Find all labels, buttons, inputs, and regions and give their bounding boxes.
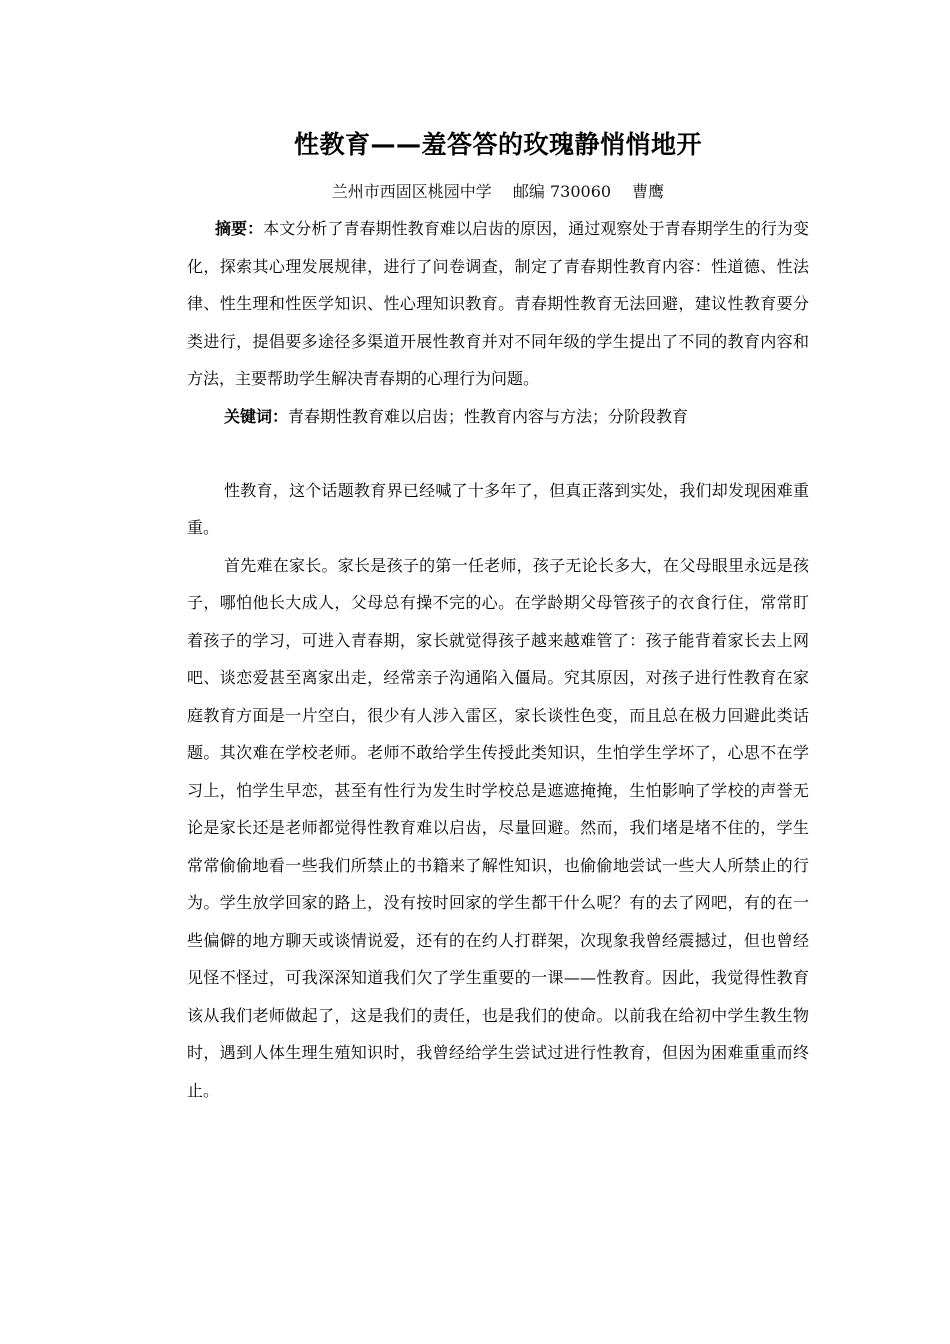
abstract-label: 摘要： [215, 219, 264, 238]
abstract-text: 本文分析了青春期性教育难以启齿的原因，通过观察处于青春期学生的行为变化，探索其心理发展规律，进行了问卷调查，制定了青春期性教育内容：性道德、性法律、性生理和性医学知识、性心理知识教育。青春期性教育无法回避，建议性教育要分类进行，提倡要多途径多渠道开展性教育并对不同年级的学生提出了不同的教育内容和方法，主要帮助学生解决青春期的心理行为问题。 [187, 219, 809, 388]
author-postcode: 邮编 730060 [512, 182, 612, 201]
abstract [187, 210, 809, 398]
author-line [187, 180, 809, 204]
keywords [187, 398, 809, 435]
document-page [187, 128, 809, 1109]
keywords-label: 关键词： [224, 406, 289, 426]
document-title: 性教育——羞答答的玫瑰静悄悄地开 [293, 130, 702, 159]
body-paragraph-2: 首先难在家长。家长是孩子的第一任老师，孩子无论长多大，在父母眼里永远是孩子，哪怕他长大成人，父母总有操不完的心。在学龄期父母管孩子的衣食行住，常常盯着孩子的学习，可进入青春期，家长就觉得孩子越来越难管了：孩子能背着家长去上网吧、谈恋爱甚至离家出走，经常亲子沟通陷入僵局。究其原因，对孩子进行性教育在家庭教育方面是一片空白，很少有人涉入雷区，家长谈性色变，而且总在极力回避此类话题。其次难在学校老师。老师不敢给学生传授此类知识，生怕学生学坏了，心思不在学习上，怕学生早恋，甚至有性行为发生时学校总是遮遮掩掩，生怕影响了学校的声誉无论是家长还是老师都觉得性教育难以启齿，尽量回避。然而，我们堵是堵不住的，学生常常偷偷地看一些我们所禁止的书籍来了解性知识，也偷偷地尝试一些大人所禁止的行为。学生放学回家的路上，没有按时回家的学生都干什么呢？有的去了网吧，有的在一些偏僻的地方聊天或谈情说爱，还有的在约人打群架，次现象我曾经震撼过，但也曾经见怪不怪过，可我深深知道我们欠了学生重要的一课——性教育。因此，我觉得性教育该从我们老师做起了，这是我们的责任，也是我们的使命。以前我在给初中学生教生物时，遇到人体生理生殖知识时，我曾经给学生尝试过进行性教育，但因为困难重重而终止。 [187, 555, 809, 1100]
body-paragraph-1: 性教育，这个话题教育界已经喊了十多年了，但真正落到实处，我们却发现困难重重。 [187, 480, 809, 537]
author-name: 曹鹰 [632, 182, 665, 201]
author-school: 兰州市西固区桃园中学 [331, 182, 492, 201]
keywords-text: 青春期性教育难以启齿；性教育内容与方法；分阶段教育 [288, 406, 689, 426]
